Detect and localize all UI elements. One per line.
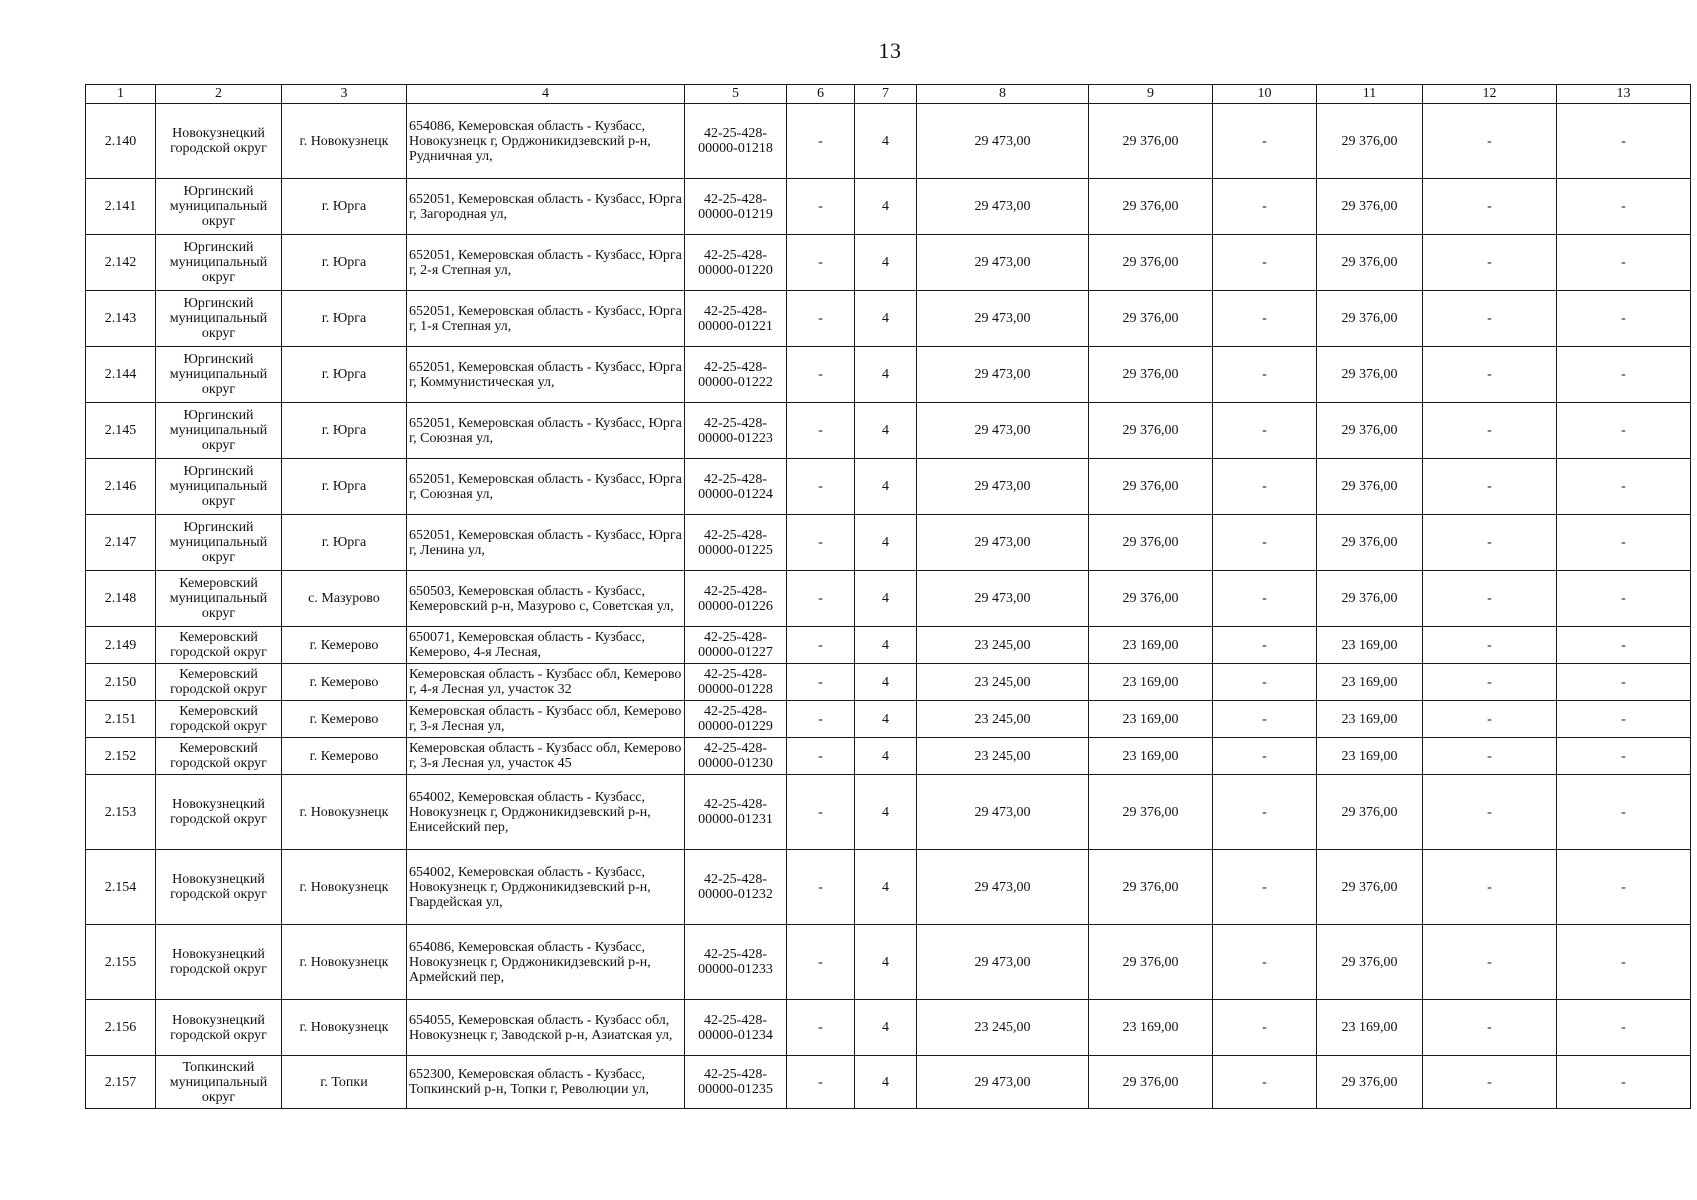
- column-7-cell: 4: [855, 925, 917, 1000]
- column-header: 2: [156, 85, 282, 104]
- table-row: [86, 775, 1691, 850]
- column-header: 1: [86, 85, 156, 104]
- column-header: 3: [282, 85, 407, 104]
- column-10-cell: -: [1213, 627, 1317, 664]
- column-9-cell: 23 169,00: [1089, 627, 1213, 664]
- district-cell: Юргинский муниципальный округ: [156, 515, 282, 571]
- address-cell: Кемеровская область - Кузбасс обл, Кемерово г, 3-я Лесная ул,: [407, 701, 685, 738]
- column-number-row: [86, 85, 1691, 104]
- column-7-cell: 4: [855, 1000, 917, 1056]
- column-header: 4: [407, 85, 685, 104]
- column-7-cell: 4: [855, 347, 917, 403]
- district-cell: Юргинский муниципальный округ: [156, 459, 282, 515]
- column-9-cell: 29 376,00: [1089, 104, 1213, 179]
- column-8-cell: 29 473,00: [917, 459, 1089, 515]
- column-12-cell: -: [1423, 850, 1557, 925]
- district-cell: Кемеровский городской округ: [156, 627, 282, 664]
- column-8-cell: 23 245,00: [917, 1000, 1089, 1056]
- column-10-cell: -: [1213, 403, 1317, 459]
- locality-cell: г. Новокузнецк: [282, 925, 407, 1000]
- district-cell: Кемеровский городской округ: [156, 738, 282, 775]
- district-cell: Топкинский муниципальный округ: [156, 1056, 282, 1109]
- column-10-cell: -: [1213, 664, 1317, 701]
- column-11-cell: 23 169,00: [1317, 701, 1423, 738]
- column-13-cell: -: [1557, 571, 1691, 627]
- row-number-cell: 2.141: [86, 179, 156, 235]
- row-number-cell: 2.154: [86, 850, 156, 925]
- column-6-cell: -: [787, 403, 855, 459]
- address-cell: Кемеровская область - Кузбасс обл, Кемерово г, 3-я Лесная ул, участок 45: [407, 738, 685, 775]
- locality-cell: г. Новокузнецк: [282, 104, 407, 179]
- registry-code-cell: 42-25-428-00000-01221: [685, 291, 787, 347]
- locality-cell: г. Юрга: [282, 459, 407, 515]
- registry-code-cell: 42-25-428-00000-01229: [685, 701, 787, 738]
- registry-code-cell: 42-25-428-00000-01227: [685, 627, 787, 664]
- column-10-cell: -: [1213, 459, 1317, 515]
- district-cell: Юргинский муниципальный округ: [156, 403, 282, 459]
- district-cell: Новокузнецкий городской округ: [156, 1000, 282, 1056]
- row-number-cell: 2.148: [86, 571, 156, 627]
- column-10-cell: -: [1213, 291, 1317, 347]
- row-number-cell: 2.153: [86, 775, 156, 850]
- column-7-cell: 4: [855, 664, 917, 701]
- column-12-cell: -: [1423, 627, 1557, 664]
- locality-cell: с. Мазурово: [282, 571, 407, 627]
- column-header: 6: [787, 85, 855, 104]
- column-11-cell: 29 376,00: [1317, 925, 1423, 1000]
- column-8-cell: 23 245,00: [917, 738, 1089, 775]
- column-12-cell: -: [1423, 925, 1557, 1000]
- column-13-cell: -: [1557, 627, 1691, 664]
- column-8-cell: 23 245,00: [917, 664, 1089, 701]
- column-6-cell: -: [787, 775, 855, 850]
- column-6-cell: -: [787, 664, 855, 701]
- column-8-cell: 29 473,00: [917, 104, 1089, 179]
- column-9-cell: 29 376,00: [1089, 291, 1213, 347]
- locality-cell: г. Новокузнецк: [282, 1000, 407, 1056]
- table-row: [86, 701, 1691, 738]
- registry-code-cell: 42-25-428-00000-01220: [685, 235, 787, 291]
- column-11-cell: 23 169,00: [1317, 664, 1423, 701]
- row-number-cell: 2.144: [86, 347, 156, 403]
- column-11-cell: 23 169,00: [1317, 627, 1423, 664]
- district-cell: Новокузнецкий городской округ: [156, 104, 282, 179]
- column-8-cell: 29 473,00: [917, 347, 1089, 403]
- locality-cell: г. Кемерово: [282, 627, 407, 664]
- row-number-cell: 2.155: [86, 925, 156, 1000]
- address-cell: 654055, Кемеровская область - Кузбасс обл, Новокузнецк г, Заводской р-н, Азиатская ул,: [407, 1000, 685, 1056]
- column-13-cell: -: [1557, 179, 1691, 235]
- registry-code-cell: 42-25-428-00000-01231: [685, 775, 787, 850]
- column-header: 7: [855, 85, 917, 104]
- column-6-cell: -: [787, 459, 855, 515]
- column-13-cell: -: [1557, 235, 1691, 291]
- registry-code-cell: 42-25-428-00000-01219: [685, 179, 787, 235]
- column-12-cell: -: [1423, 738, 1557, 775]
- column-8-cell: 23 245,00: [917, 627, 1089, 664]
- column-10-cell: -: [1213, 347, 1317, 403]
- address-cell: 650503, Кемеровская область - Кузбасс, Кемеровский р-н, Мазурово с, Советская ул,: [407, 571, 685, 627]
- column-8-cell: 29 473,00: [917, 925, 1089, 1000]
- registry-code-cell: 42-25-428-00000-01223: [685, 403, 787, 459]
- column-12-cell: -: [1423, 104, 1557, 179]
- column-9-cell: 29 376,00: [1089, 775, 1213, 850]
- row-number-cell: 2.150: [86, 664, 156, 701]
- column-7-cell: 4: [855, 235, 917, 291]
- column-12-cell: -: [1423, 571, 1557, 627]
- table-row: [86, 403, 1691, 459]
- column-7-cell: 4: [855, 571, 917, 627]
- district-cell: Юргинский муниципальный округ: [156, 291, 282, 347]
- address-cell: 654002, Кемеровская область - Кузбасс, Новокузнецк г, Орджоникидзевский р-н, Енисейский пер,: [407, 775, 685, 850]
- column-12-cell: -: [1423, 403, 1557, 459]
- table-row: [86, 291, 1691, 347]
- district-cell: Юргинский муниципальный округ: [156, 235, 282, 291]
- column-10-cell: -: [1213, 925, 1317, 1000]
- column-7-cell: 4: [855, 459, 917, 515]
- locality-cell: г. Юрга: [282, 179, 407, 235]
- column-8-cell: 29 473,00: [917, 179, 1089, 235]
- column-10-cell: -: [1213, 701, 1317, 738]
- registry-code-cell: 42-25-428-00000-01218: [685, 104, 787, 179]
- column-9-cell: 29 376,00: [1089, 850, 1213, 925]
- table-row: [86, 738, 1691, 775]
- address-cell: 654086, Кемеровская область - Кузбасс, Новокузнецк г, Орджоникидзевский р-н, Рудничная ул,: [407, 104, 685, 179]
- column-8-cell: 29 473,00: [917, 1056, 1089, 1109]
- row-number-cell: 2.145: [86, 403, 156, 459]
- locality-cell: г. Юрга: [282, 347, 407, 403]
- locality-cell: г. Юрга: [282, 403, 407, 459]
- column-11-cell: 29 376,00: [1317, 459, 1423, 515]
- registry-code-cell: 42-25-428-00000-01226: [685, 571, 787, 627]
- district-cell: Новокузнецкий городской округ: [156, 775, 282, 850]
- column-11-cell: 29 376,00: [1317, 515, 1423, 571]
- column-13-cell: -: [1557, 347, 1691, 403]
- column-9-cell: 23 169,00: [1089, 664, 1213, 701]
- address-cell: 652051, Кемеровская область - Кузбасс, Юрга г, 1-я Степная ул,: [407, 291, 685, 347]
- column-13-cell: -: [1557, 104, 1691, 179]
- column-9-cell: 29 376,00: [1089, 925, 1213, 1000]
- column-8-cell: 29 473,00: [917, 850, 1089, 925]
- table-row: [86, 627, 1691, 664]
- registry-code-cell: 42-25-428-00000-01225: [685, 515, 787, 571]
- table-row: [86, 925, 1691, 1000]
- column-13-cell: -: [1557, 701, 1691, 738]
- column-11-cell: 29 376,00: [1317, 104, 1423, 179]
- column-7-cell: 4: [855, 775, 917, 850]
- locality-cell: г. Кемерово: [282, 701, 407, 738]
- column-12-cell: -: [1423, 347, 1557, 403]
- registry-code-cell: 42-25-428-00000-01228: [685, 664, 787, 701]
- column-header: 11: [1317, 85, 1423, 104]
- column-11-cell: 29 376,00: [1317, 347, 1423, 403]
- page-number: 13: [878, 38, 902, 63]
- column-7-cell: 4: [855, 403, 917, 459]
- table-row: [86, 571, 1691, 627]
- column-12-cell: -: [1423, 775, 1557, 850]
- row-number-cell: 2.146: [86, 459, 156, 515]
- address-cell: 654086, Кемеровская область - Кузбасс, Новокузнецк г, Орджоникидзевский р-н, Армейский пер,: [407, 925, 685, 1000]
- registry-body: [86, 104, 1691, 1109]
- column-11-cell: 29 376,00: [1317, 179, 1423, 235]
- column-6-cell: -: [787, 1000, 855, 1056]
- column-11-cell: 29 376,00: [1317, 571, 1423, 627]
- column-9-cell: 29 376,00: [1089, 347, 1213, 403]
- column-7-cell: 4: [855, 515, 917, 571]
- column-13-cell: -: [1557, 925, 1691, 1000]
- column-7-cell: 4: [855, 291, 917, 347]
- column-10-cell: -: [1213, 850, 1317, 925]
- column-8-cell: 29 473,00: [917, 235, 1089, 291]
- column-12-cell: -: [1423, 1056, 1557, 1109]
- column-9-cell: 29 376,00: [1089, 459, 1213, 515]
- column-9-cell: 23 169,00: [1089, 1000, 1213, 1056]
- column-9-cell: 23 169,00: [1089, 738, 1213, 775]
- column-12-cell: -: [1423, 459, 1557, 515]
- address-cell: 652051, Кемеровская область - Кузбасс, Юрга г, Коммунистическая ул,: [407, 347, 685, 403]
- row-number-cell: 2.143: [86, 291, 156, 347]
- registry-code-cell: 42-25-428-00000-01232: [685, 850, 787, 925]
- column-10-cell: -: [1213, 235, 1317, 291]
- locality-cell: г. Новокузнецк: [282, 850, 407, 925]
- column-12-cell: -: [1423, 515, 1557, 571]
- locality-cell: г. Юрга: [282, 515, 407, 571]
- registry-table: [85, 84, 1691, 1109]
- column-13-cell: -: [1557, 775, 1691, 850]
- column-13-cell: -: [1557, 403, 1691, 459]
- locality-cell: г. Юрга: [282, 235, 407, 291]
- column-10-cell: -: [1213, 1000, 1317, 1056]
- locality-cell: г. Юрга: [282, 291, 407, 347]
- column-8-cell: 23 245,00: [917, 701, 1089, 738]
- column-8-cell: 29 473,00: [917, 291, 1089, 347]
- column-8-cell: 29 473,00: [917, 403, 1089, 459]
- column-9-cell: 29 376,00: [1089, 235, 1213, 291]
- column-10-cell: -: [1213, 571, 1317, 627]
- column-6-cell: -: [787, 179, 855, 235]
- address-cell: 652051, Кемеровская область - Кузбасс, Юрга г, Союзная ул,: [407, 403, 685, 459]
- column-6-cell: -: [787, 627, 855, 664]
- registry-code-cell: 42-25-428-00000-01234: [685, 1000, 787, 1056]
- column-9-cell: 29 376,00: [1089, 1056, 1213, 1109]
- column-11-cell: 29 376,00: [1317, 1056, 1423, 1109]
- column-7-cell: 4: [855, 1056, 917, 1109]
- column-6-cell: -: [787, 571, 855, 627]
- column-9-cell: 29 376,00: [1089, 571, 1213, 627]
- address-cell: 652051, Кемеровская область - Кузбасс, Юрга г, Союзная ул,: [407, 459, 685, 515]
- column-6-cell: -: [787, 235, 855, 291]
- column-13-cell: -: [1557, 738, 1691, 775]
- column-7-cell: 4: [855, 627, 917, 664]
- district-cell: Кемеровский муниципальный округ: [156, 571, 282, 627]
- column-9-cell: 29 376,00: [1089, 179, 1213, 235]
- row-number-cell: 2.152: [86, 738, 156, 775]
- column-6-cell: -: [787, 1056, 855, 1109]
- column-6-cell: -: [787, 515, 855, 571]
- table-row: [86, 850, 1691, 925]
- column-7-cell: 4: [855, 104, 917, 179]
- row-number-cell: 2.140: [86, 104, 156, 179]
- district-cell: Юргинский муниципальный округ: [156, 347, 282, 403]
- column-10-cell: -: [1213, 775, 1317, 850]
- registry-code-cell: 42-25-428-00000-01233: [685, 925, 787, 1000]
- column-8-cell: 29 473,00: [917, 775, 1089, 850]
- column-6-cell: -: [787, 850, 855, 925]
- column-11-cell: 29 376,00: [1317, 291, 1423, 347]
- district-cell: Юргинский муниципальный округ: [156, 179, 282, 235]
- locality-cell: г. Топки: [282, 1056, 407, 1109]
- column-13-cell: -: [1557, 850, 1691, 925]
- column-13-cell: -: [1557, 664, 1691, 701]
- registry-code-cell: 42-25-428-00000-01222: [685, 347, 787, 403]
- column-10-cell: -: [1213, 179, 1317, 235]
- row-number-cell: 2.151: [86, 701, 156, 738]
- column-9-cell: 23 169,00: [1089, 701, 1213, 738]
- column-11-cell: 23 169,00: [1317, 1000, 1423, 1056]
- column-10-cell: -: [1213, 738, 1317, 775]
- column-8-cell: 29 473,00: [917, 571, 1089, 627]
- column-header: 9: [1089, 85, 1213, 104]
- table-row: [86, 179, 1691, 235]
- district-cell: Новокузнецкий городской округ: [156, 925, 282, 1000]
- district-cell: Новокузнецкий городской округ: [156, 850, 282, 925]
- row-number-cell: 2.149: [86, 627, 156, 664]
- column-9-cell: 29 376,00: [1089, 403, 1213, 459]
- address-cell: 652051, Кемеровская область - Кузбасс, Юрга г, Ленина ул,: [407, 515, 685, 571]
- column-6-cell: -: [787, 104, 855, 179]
- locality-cell: г. Кемерово: [282, 664, 407, 701]
- column-13-cell: -: [1557, 459, 1691, 515]
- column-12-cell: -: [1423, 235, 1557, 291]
- column-12-cell: -: [1423, 664, 1557, 701]
- column-7-cell: 4: [855, 738, 917, 775]
- column-6-cell: -: [787, 291, 855, 347]
- column-11-cell: 29 376,00: [1317, 850, 1423, 925]
- row-number-cell: 2.157: [86, 1056, 156, 1109]
- column-12-cell: -: [1423, 291, 1557, 347]
- registry-code-cell: 42-25-428-00000-01235: [685, 1056, 787, 1109]
- row-number-cell: 2.142: [86, 235, 156, 291]
- column-13-cell: -: [1557, 515, 1691, 571]
- table-row: [86, 664, 1691, 701]
- table-row: [86, 347, 1691, 403]
- column-header: 13: [1557, 85, 1691, 104]
- column-6-cell: -: [787, 701, 855, 738]
- column-11-cell: 29 376,00: [1317, 403, 1423, 459]
- address-cell: 650071, Кемеровская область - Кузбасс, Кемерово, 4-я Лесная,: [407, 627, 685, 664]
- column-12-cell: -: [1423, 1000, 1557, 1056]
- column-13-cell: -: [1557, 1000, 1691, 1056]
- registry-code-cell: 42-25-428-00000-01230: [685, 738, 787, 775]
- column-6-cell: -: [787, 925, 855, 1000]
- address-cell: 652300, Кемеровская область - Кузбасс, Топкинский р-н, Топки г, Революции ул,: [407, 1056, 685, 1109]
- address-cell: Кемеровская область - Кузбасс обл, Кемерово г, 4-я Лесная ул, участок 32: [407, 664, 685, 701]
- district-cell: Кемеровский городской округ: [156, 701, 282, 738]
- column-10-cell: -: [1213, 1056, 1317, 1109]
- column-header: 12: [1423, 85, 1557, 104]
- column-header: 10: [1213, 85, 1317, 104]
- table-row: [86, 459, 1691, 515]
- column-9-cell: 29 376,00: [1089, 515, 1213, 571]
- column-13-cell: -: [1557, 291, 1691, 347]
- column-header: 5: [685, 85, 787, 104]
- column-13-cell: -: [1557, 1056, 1691, 1109]
- locality-cell: г. Кемерово: [282, 738, 407, 775]
- locality-cell: г. Новокузнецк: [282, 775, 407, 850]
- table-row: [86, 515, 1691, 571]
- registry-code-cell: 42-25-428-00000-01224: [685, 459, 787, 515]
- table-row: [86, 1056, 1691, 1109]
- row-number-cell: 2.156: [86, 1000, 156, 1056]
- column-11-cell: 23 169,00: [1317, 738, 1423, 775]
- column-header: 8: [917, 85, 1089, 104]
- column-7-cell: 4: [855, 701, 917, 738]
- column-7-cell: 4: [855, 850, 917, 925]
- column-6-cell: -: [787, 347, 855, 403]
- row-number-cell: 2.147: [86, 515, 156, 571]
- address-cell: 652051, Кемеровская область - Кузбасс, Юрга г, 2-я Степная ул,: [407, 235, 685, 291]
- column-10-cell: -: [1213, 104, 1317, 179]
- column-11-cell: 29 376,00: [1317, 235, 1423, 291]
- column-11-cell: 29 376,00: [1317, 775, 1423, 850]
- column-12-cell: -: [1423, 701, 1557, 738]
- column-8-cell: 29 473,00: [917, 515, 1089, 571]
- column-7-cell: 4: [855, 179, 917, 235]
- address-cell: 652051, Кемеровская область - Кузбасс, Юрга г, Загородная ул,: [407, 179, 685, 235]
- address-cell: 654002, Кемеровская область - Кузбасс, Новокузнецк г, Орджоникидзевский р-н, Гвардейская ул,: [407, 850, 685, 925]
- table-row: [86, 1000, 1691, 1056]
- table-row: [86, 235, 1691, 291]
- column-12-cell: -: [1423, 179, 1557, 235]
- district-cell: Кемеровский городской округ: [156, 664, 282, 701]
- column-10-cell: -: [1213, 515, 1317, 571]
- column-6-cell: -: [787, 738, 855, 775]
- table-row: [86, 104, 1691, 179]
